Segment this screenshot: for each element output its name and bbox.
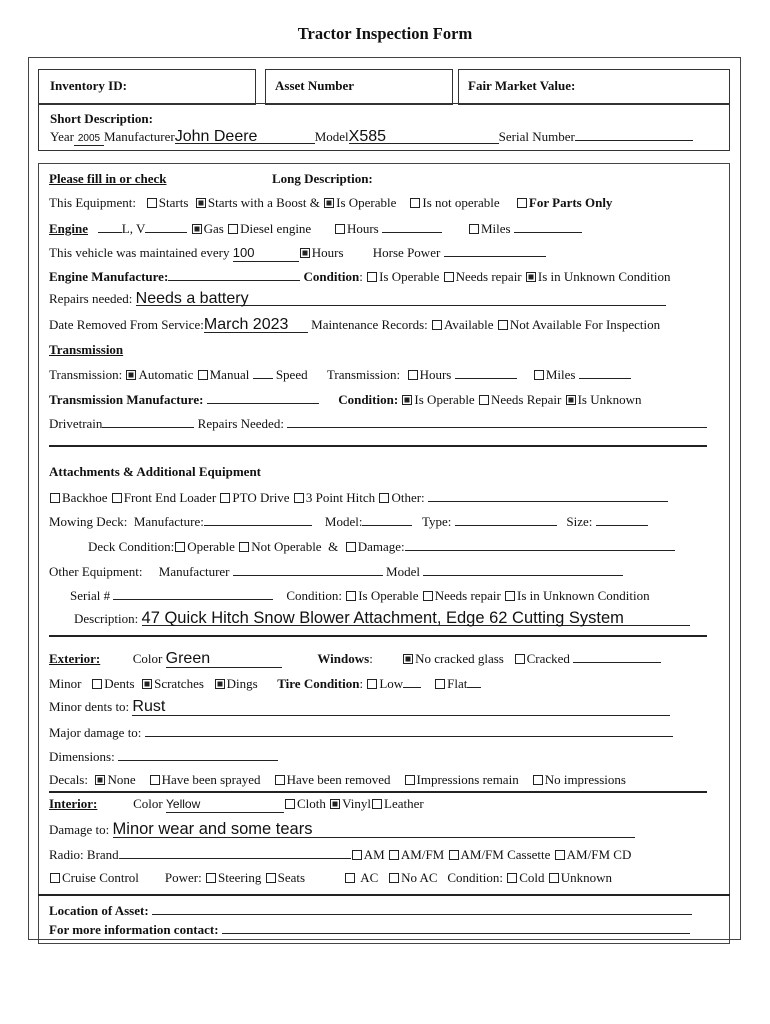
speed-label: Speed [275,367,308,382]
serial-label: Serial Number [498,129,575,144]
is-not-operable-checkbox[interactable] [410,198,420,208]
minor-dents-to-field[interactable]: Rust [132,703,670,716]
transmission-mfr-field[interactable] [207,391,319,404]
deck-operable-checkbox[interactable] [175,542,185,552]
no-ac-label: No AC [401,870,438,885]
cruise-control-checkbox[interactable] [50,873,60,883]
engine-unknown-label: Is in Unknown Condition [537,269,671,284]
starts-boost-label: Starts with a Boost & [207,195,320,210]
section-divider-1 [49,445,707,447]
dimensions-field[interactable] [118,748,278,761]
tire-low-label: Low [379,676,404,691]
engine-needs-repair-checkbox[interactable] [444,272,454,282]
is-not-operable-label: Is not operable [422,195,500,210]
interior-heading: Interior: [49,796,98,811]
transmission-hours-field[interactable] [455,366,517,379]
decals-label: Decals: [49,772,88,787]
mowing-deck-size-field[interactable] [596,513,648,526]
automatic-label: Automatic [138,367,194,382]
mowing-deck-manufacture-label: Manufacture: [133,514,204,529]
dents-label: Dents [104,676,135,691]
deck-operable-label: Operable [187,539,235,554]
transmission-hours-label: Hours [419,367,452,382]
serial-row [70,587,650,604]
manual-label: Manual [209,367,250,382]
mowing-deck-model-label: Model: [324,514,363,529]
hours-label: Hours [346,221,379,236]
other-equipment-condition-label: Condition: [286,588,342,603]
power-label: Power: [164,870,202,885]
short-description-line [50,128,693,146]
diesel-checkbox[interactable] [228,224,238,234]
description-row [74,611,690,627]
other-label: Other: [391,490,425,505]
impressions-remain-checkbox[interactable] [405,775,415,785]
front-end-loader-label: Front End Loader [123,490,217,505]
cloth-label: Cloth [297,796,326,811]
drivetrain-field[interactable] [102,415,194,428]
drivetrain-repairs-label: Repairs Needed: [197,416,284,431]
other-equipment-operable-label: Is Operable [358,588,419,603]
cold-checkbox[interactable] [507,873,517,883]
minor-dents-row [49,699,670,716]
dings-label: Dings [226,676,258,691]
seats-label: Seats [277,870,306,885]
miles-checkbox[interactable] [469,224,479,234]
minor-row: Minor Dents Scratches Dings Tire Condition: Low Flat [49,675,481,692]
ac-checkbox[interactable] [345,873,355,883]
engine-needs-repair-label: Needs repair [455,269,522,284]
for-parts-label: For Parts Only [528,195,613,210]
engine-mfr-label: Engine Manufacture: [49,269,169,284]
section-divider-3 [49,791,707,793]
tire-flat-label: Flat [447,676,468,691]
model-field[interactable]: X585 [349,131,499,144]
transmission-condition-label: Condition: [338,392,399,407]
available-label: Available [443,317,494,332]
no-impressions-label: No impressions [544,772,626,787]
deck-not-operable-checkbox[interactable] [239,542,249,552]
deck-not-operable-label: Not Operable [251,539,322,554]
dimensions-label: Dimensions: [49,749,115,764]
leather-label: Leather [384,796,424,811]
section-divider-2 [49,635,707,637]
am-fm-cd-label: AM/FM CD [566,847,632,862]
other-equipment-needs-repair-checkbox[interactable] [423,591,433,601]
transmission-miles-field[interactable] [579,366,631,379]
repairs-row [49,291,666,307]
am-label: AM [363,847,385,862]
hours-checkbox[interactable] [335,224,345,234]
other-equipment-unknown-checkbox[interactable] [505,591,515,601]
tire-flat-checkbox[interactable] [435,679,445,689]
mowing-deck-model-field[interactable] [362,513,412,526]
radio-brand-field[interactable] [119,846,351,859]
automatic-checkbox[interactable] [126,370,136,380]
deck-condition-label: Deck Condition: [88,539,175,554]
other-equipment-manufacturer-field[interactable] [233,563,383,576]
miles-label: Miles [481,221,511,236]
vinyl-checkbox[interactable] [330,799,340,809]
cracked-field[interactable] [573,650,661,663]
decals-none-checkbox[interactable] [95,775,105,785]
section-divider-4 [38,894,730,896]
front-end-loader-checkbox[interactable] [112,493,122,503]
cruise-control-label: Cruise Control [62,870,139,885]
exterior-row: Exterior: Color Green Windows: No cracked glass Cracked [49,650,661,668]
three-point-hitch-label: 3 Point Hitch [305,490,376,505]
date-removed-row [49,317,660,333]
description-label: Description: [74,611,139,626]
cloth-checkbox[interactable] [285,799,295,809]
major-damage-row [49,724,673,741]
serial-field[interactable] [575,128,693,141]
decals-sprayed-label: Have been sprayed [161,772,261,787]
dings-checkbox[interactable] [215,679,225,689]
deck-damage-field[interactable] [405,538,675,551]
gas-checkbox[interactable] [192,224,202,234]
no-cracked-glass-checkbox[interactable] [403,654,413,664]
radio-brand-label: Radio: Brand [49,847,119,862]
am-fm-cassette-checkbox[interactable] [449,850,459,860]
starts-boost-checkbox[interactable] [196,198,206,208]
am-fm-cassette-label: AM/FM Cassette [460,847,551,862]
pto-drive-checkbox[interactable] [220,493,230,503]
leather-checkbox[interactable] [372,799,382,809]
major-damage-field[interactable] [145,724,673,737]
decals-row [49,772,626,788]
asset-number-box[interactable] [265,69,453,105]
interior-damage-row [49,822,635,838]
interior-color-field[interactable]: Yellow [166,800,284,813]
location-row [49,902,692,919]
is-operable-label: Is Operable [336,195,397,210]
l-v-label: L, V [121,221,146,236]
transmission-operable-label: Is Operable [414,392,475,407]
transmission-miles-label: Miles [545,367,576,382]
long-description-label: Long Description: [272,171,373,186]
speed-field[interactable] [253,366,273,379]
interior-color-label: Color [133,796,163,811]
am-fm-label: AM/FM [400,847,445,862]
mowing-deck-size-label: Size: [566,514,593,529]
this-equipment-label: This Equipment: [49,195,137,210]
inventory-id-label: Inventory ID: [50,78,127,93]
dents-checkbox[interactable] [92,679,102,689]
hours-field[interactable] [382,220,442,233]
horse-power-label: Horse Power [372,245,441,260]
transmission-hours-checkbox[interactable] [408,370,418,380]
repairs-needed-label: Repairs needed: [49,291,133,306]
exterior-color-label: Color [132,651,163,666]
not-available-label: Not Available For Inspection [509,317,661,332]
no-ac-checkbox[interactable] [389,873,399,883]
unknown-label: Unknown [560,870,613,885]
diesel-label: Diesel engine [240,221,312,236]
other-equipment-manufacturer-label: Manufacturer [158,564,230,579]
mowing-deck-row [49,513,648,530]
mowing-deck-type-field[interactable] [455,513,557,526]
date-removed-label: Date Removed From Service: [49,317,204,332]
no-cracked-glass-label: No cracked glass [415,651,504,666]
impressions-remain-label: Impressions remain [416,772,519,787]
drivetrain-label: Drivetrain [49,416,103,431]
engine-l-field[interactable] [98,220,122,233]
transmission-unknown-label: Is Unknown [577,392,642,407]
transmission-needs-repair-label: Needs Repair [490,392,562,407]
unknown-checkbox[interactable] [549,873,559,883]
contact-field[interactable] [222,921,690,934]
scratches-checkbox[interactable] [142,679,152,689]
backhoe-checkbox[interactable] [50,493,60,503]
transmission-miles-checkbox[interactable] [534,370,544,380]
no-impressions-checkbox[interactable] [533,775,543,785]
deck-damage-label: Damage: [357,539,405,554]
mowing-deck-manufacture-field[interactable] [204,513,312,526]
tire-condition-label: Tire Condition [277,676,360,691]
is-operable-checkbox[interactable] [324,198,334,208]
deck-condition-row [88,538,675,555]
attachments-row [49,489,668,506]
interior-damage-field[interactable]: Minor wear and some tears [113,825,635,838]
maintained-row [49,244,546,262]
engine-v-field[interactable] [145,220,187,233]
location-field[interactable] [152,902,692,915]
not-available-checkbox[interactable] [498,320,508,330]
pto-drive-label: PTO Drive [232,490,290,505]
transmission-mfr-row [49,391,642,408]
transmission-mfr-label: Transmission Manufacture: [49,392,204,407]
ac-condition-label: Condition: [447,870,503,885]
maintained-hours-label: Hours [311,245,344,260]
other-equipment-unknown-label: Is in Unknown Condition [517,588,650,603]
other-equipment-row [49,563,623,580]
am-checkbox[interactable] [352,850,362,860]
asset-number-label: Asset Number [275,78,355,93]
maintenance-records-label: Maintenance Records: [311,317,428,332]
location-label: Location of Asset: [49,903,149,918]
manufacturer-label: Manufacturer [103,129,175,144]
other-equipment-model-field[interactable] [423,563,623,576]
am-fm-checkbox[interactable] [389,850,399,860]
vinyl-label: Vinyl [342,796,371,811]
drivetrain-repairs-field[interactable] [287,415,707,428]
three-point-hitch-checkbox[interactable] [294,493,304,503]
serial-label: Serial # [70,588,111,603]
serial-field[interactable] [113,587,273,600]
manual-checkbox[interactable] [198,370,208,380]
model-label: Model [314,129,349,144]
form-title: Tractor Inspection Form [297,24,473,43]
contact-row [49,921,690,938]
seats-checkbox[interactable] [266,873,276,883]
engine-label: Engine [49,221,89,236]
major-damage-label: Major damage to: [49,725,142,740]
year-field[interactable]: 2005 [74,133,104,146]
transmission-label: Transmission: [49,367,123,382]
engine-operable-label: Is Operable [379,269,440,284]
interior-row [49,796,424,813]
exterior-color-field[interactable]: Green [166,655,282,668]
description-field[interactable]: 47 Quick Hitch Snow Blower Attachment, Edge 62 Cutting System [142,613,690,626]
mowing-deck-label: Mowing Deck: [49,514,128,529]
steering-label: Steering [218,870,262,885]
starts-label: Starts [158,195,189,210]
short-description-box[interactable] [38,103,730,151]
backhoe-label: Backhoe [62,490,108,505]
decals-removed-label: Have been removed [286,772,391,787]
other-checkbox[interactable] [379,493,389,503]
cruise-row [49,870,612,886]
deck-amp-label: & [328,539,339,554]
year-label: Year [50,129,74,144]
inventory-id-box[interactable] [38,69,256,105]
other-field[interactable] [428,489,668,502]
fair-market-value-label: Fair Market Value: [468,78,576,93]
decals-none-label: None [107,772,136,787]
maintained-field[interactable]: 100 [233,249,299,262]
cracked-checkbox[interactable] [515,654,525,664]
transmission-needs-repair-checkbox[interactable] [479,395,489,405]
tire-low-checkbox[interactable] [367,679,377,689]
repairs-needed-field[interactable]: Needs a battery [136,293,666,306]
date-removed-field[interactable]: March 2023 [204,320,308,333]
transmission-heading: Transmission [49,342,124,357]
scratches-label: Scratches [154,676,204,691]
am-fm-cd-checkbox[interactable] [555,850,565,860]
equipment-row [49,195,612,211]
maintained-hours-checkbox[interactable] [300,248,310,258]
engine-operable-checkbox[interactable] [367,272,377,282]
other-equipment-model-label: Model [386,564,420,579]
dimensions-row [49,748,278,765]
short-description-label: Short Description: [50,111,153,126]
cracked-label: Cracked [526,651,570,666]
contact-label: For more information contact: [49,922,219,937]
radio-row [49,846,631,863]
attachments-heading: Attachments & Additional Equipment [49,464,261,479]
minor-dents-to-label: Minor dents to: [49,699,130,714]
manufacturer-field[interactable]: John Deere [175,131,315,144]
ac-label: AC [360,870,379,885]
engine-mfr-field[interactable] [168,268,300,281]
windows-label: Windows [317,651,370,666]
horse-power-field[interactable] [444,244,546,257]
interior-damage-label: Damage to: [49,822,110,837]
transmission-unknown-checkbox[interactable] [566,395,576,405]
other-equipment-needs-repair-label: Needs repair [434,588,501,603]
drivetrain-row [49,415,707,432]
engine-condition-label: Condition [303,269,360,284]
decals-removed-checkbox[interactable] [275,775,285,785]
transmission-operable-checkbox[interactable] [402,395,412,405]
tire-flat-field[interactable] [467,675,481,688]
other-equipment-label: Other Equipment: [49,564,143,579]
gas-label: Gas [203,221,224,236]
engine-row [49,220,582,237]
maintained-label: This vehicle was maintained every [49,245,230,260]
engine-mfr-row: Engine Manufacture: Condition: Is Operable Needs repair Is in Unknown Condition [49,269,671,284]
transmission-hours-label-prefix: Transmission: [326,367,401,382]
starts-checkbox[interactable] [147,198,157,208]
tire-low-field[interactable] [403,675,421,688]
please-fill-label: Please fill in or check [49,171,167,186]
transmission-row [49,366,631,383]
engine-unknown-checkbox[interactable] [526,272,536,282]
for-parts-checkbox[interactable] [517,198,527,208]
other-equipment-operable-checkbox[interactable] [346,591,356,601]
decals-sprayed-checkbox[interactable] [150,775,160,785]
steering-checkbox[interactable] [206,873,216,883]
available-checkbox[interactable] [432,320,442,330]
minor-label: Minor [49,676,82,691]
mowing-deck-type-label: Type: [421,514,452,529]
fair-market-value-box[interactable] [458,69,730,105]
exterior-heading: Exterior: [49,651,101,666]
cold-label: Cold [519,870,545,885]
deck-damage-checkbox[interactable] [346,542,356,552]
miles-field[interactable] [514,220,582,233]
